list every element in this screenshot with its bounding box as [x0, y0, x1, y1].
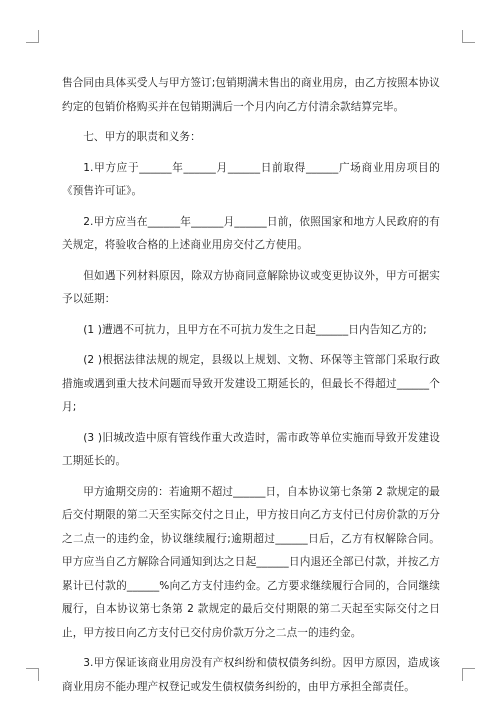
- condition-force-majeure: (1 )遭遇不可抗力，且甲方在不可抗力发生之日起______日内告知乙方的;: [83, 323, 427, 336]
- crop-mark-bottom-left: [26, 668, 39, 681]
- condition-pipeline-renovation: (3 )旧城改造中原有管线作重大改造时，需市政等单位实施而导致开发建设工期延长的。: [62, 431, 440, 467]
- clause-3-title-guarantee: 3.甲方保证该商业用房没有产权纠纷和债权债务纠纷。因甲方原因，造成该商业用房不能办理产权登记或发生债权债务纠纷的，由甲方承担全部责任。: [62, 657, 440, 693]
- clause-1-presale-permit: 1.甲方应于______年______月______日前取得______广场商业用房项目的《预售许可证》。: [62, 161, 440, 197]
- document-page: [62, 72, 440, 706]
- crop-mark-top-left: [26, 30, 39, 43]
- paragraph-continuation: 售合同由具体买受人与甲方签订;包销期满未售出的商业用房，由乙方按照本协议约定的包销价格购买并在包销期满后一个月内向乙方付清余款结算完毕。: [62, 77, 440, 113]
- clause-2-delivery: 2.甲方应当在______年______月______日前，依照国家和地方人民政府的有关规定，将验收合格的上述商业用房交付乙方使用。: [62, 215, 440, 251]
- condition-regulatory: (2 )根据法律法规的规定，县级以上规划、文物、环保等主管部门采取行政措施或遇到重大技术问题而导致开发建设工期延长的，但最长不得超过______个月;: [62, 354, 440, 413]
- section-heading-party-a-duties: 七、甲方的职责和义务：: [83, 131, 201, 143]
- crop-mark-bottom-right: [462, 668, 475, 681]
- paragraph-extension-conditions: 但如遇下列材料原因，除双方协商同意解除协议或变更协议外，甲方可据实予以延期：: [62, 269, 440, 305]
- paragraph-late-delivery-penalty: 甲方逾期交房的：若逾期不超过______日，自本协议第七条第 2 款规定的最后交付期限的第二天至实际交付之日止，甲方按日向乙方支付已付房价款的万分之二点一的违约金，协议继续履行;逾期超过______日后，乙方有权解除合同。甲方应当自乙方解除合同通知到达之日起______日内退还全部已付款，并按乙方累计已付款的______%向乙方支付违约金。乙方要求继续履行合同的，合同继续履行，自本协议第七条第 2 款规定的最后交付期限的第二天起至实际交付之日止，甲方按日向乙方支付已交付房价款万分之二点一的违约金。: [62, 485, 440, 639]
- crop-mark-top-right: [462, 30, 475, 43]
